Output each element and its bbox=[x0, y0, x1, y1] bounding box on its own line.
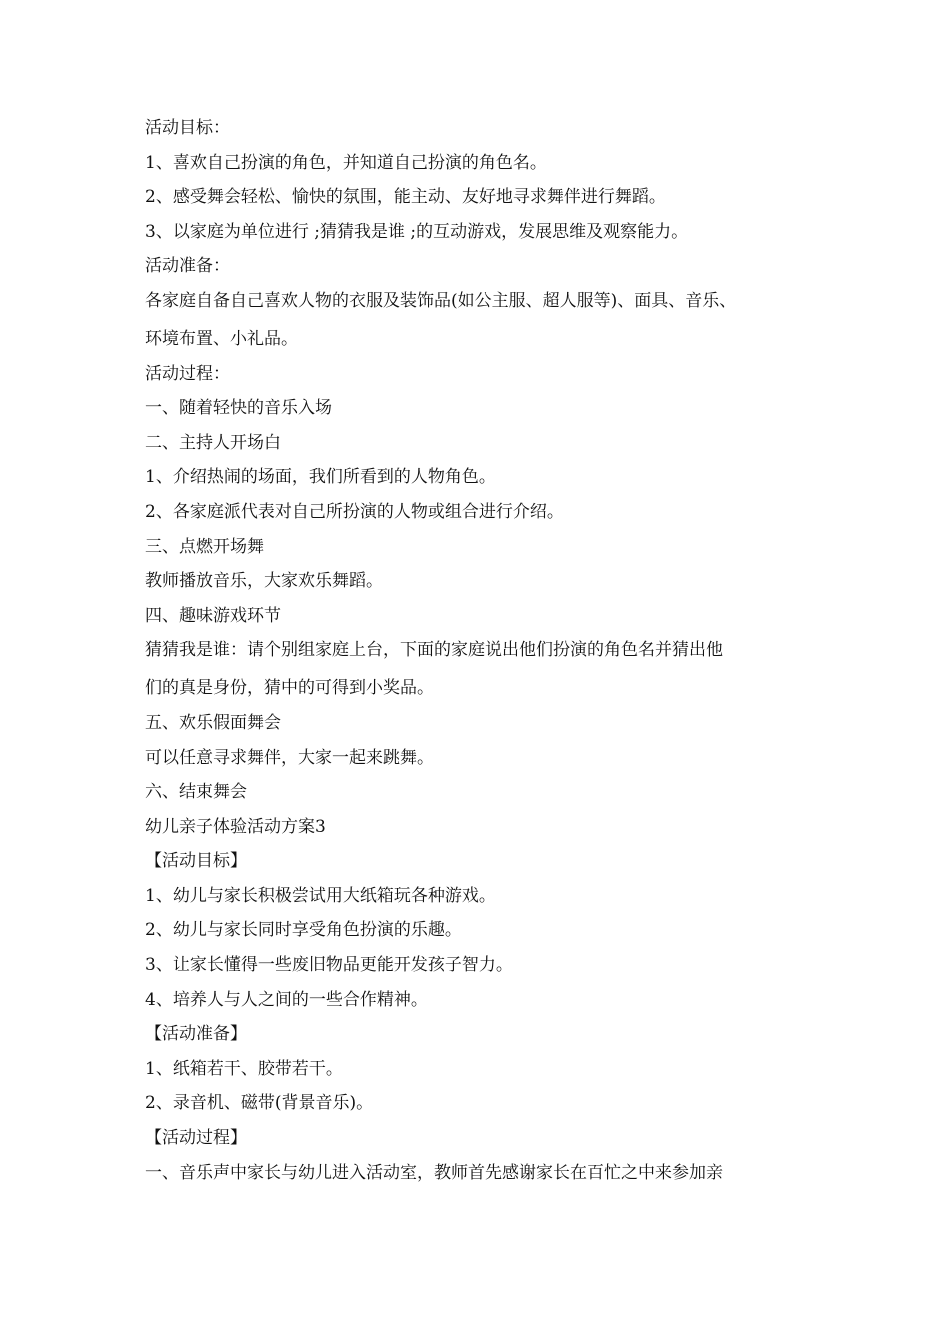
paragraph-line: 三、点燃开场舞 bbox=[145, 536, 264, 557]
paragraph-line: 可以任意寻求舞伴，大家一起来跳舞。 bbox=[145, 747, 434, 768]
document-title: 幼儿亲子体验活动方案3 bbox=[145, 816, 326, 837]
section-heading: 【活动准备】 bbox=[145, 1024, 247, 1045]
paragraph-line: 1、幼儿与家长积极尝试用大纸箱玩各种游戏。 bbox=[145, 885, 496, 906]
paragraph-line: 五、欢乐假面舞会 bbox=[145, 712, 281, 733]
paragraph-line: 六、结束舞会 bbox=[145, 782, 247, 803]
paragraph-line: 1、喜欢自己扮演的角色，并知道自己扮演的角色名。 bbox=[145, 152, 547, 173]
section-heading: 【活动过程】 bbox=[145, 1128, 247, 1149]
paragraph-line: 环境布置、小礼品。 bbox=[145, 328, 298, 349]
paragraph-line: 们的真是身份，猜中的可得到小奖品。 bbox=[145, 678, 434, 699]
paragraph-line: 2、幼儿与家长同时享受角色扮演的乐趣。 bbox=[145, 920, 462, 941]
paragraph-line: 各家庭自备自己喜欢人物的衣服及装饰品(如公主服、超人服等)、面具、音乐、 bbox=[145, 290, 737, 311]
section-heading: 活动准备： bbox=[145, 256, 230, 277]
section-heading: 活动目标： bbox=[145, 118, 230, 138]
paragraph-line: 教师播放音乐，大家欢乐舞蹈。 bbox=[145, 571, 383, 592]
section-heading: 活动过程： bbox=[145, 363, 230, 384]
paragraph-line: 3、让家长懂得一些废旧物品更能开发孩子智力。 bbox=[145, 955, 513, 976]
paragraph-line: 四、趣味游戏环节 bbox=[145, 605, 281, 626]
paragraph-line: 1、纸箱若干、胶带若干。 bbox=[145, 1058, 343, 1079]
paragraph-line: 3、以家庭为单位进行 ;猜猜我是谁 ;的互动游戏，发展思维及观察能力。 bbox=[145, 221, 689, 242]
paragraph-line: 2、感受舞会轻松、愉快的氛围，能主动、友好地寻求舞伴进行舞蹈。 bbox=[145, 187, 666, 208]
paragraph-line: 2、录音机、磁带(背景音乐)。 bbox=[145, 1093, 374, 1114]
paragraph-line: 2、各家庭派代表对自己所扮演的人物或组合进行介绍。 bbox=[145, 501, 564, 522]
paragraph-line: 一、随着轻快的音乐入场 bbox=[145, 398, 332, 419]
paragraph-line: 4、培养人与人之间的一些合作精神。 bbox=[145, 989, 428, 1010]
document-body bbox=[145, 118, 835, 1183]
paragraph-line: 猜猜我是谁：请个别组家庭上台，下面的家庭说出他们扮演的角色名并猜出他 bbox=[145, 640, 723, 661]
section-heading: 【活动目标】 bbox=[145, 851, 247, 872]
paragraph-line: 二、主持人开场白 bbox=[145, 432, 281, 453]
paragraph-line: 一、音乐声中家长与幼儿进入活动室，教师首先感谢家长在百忙之中来参加亲 bbox=[145, 1162, 723, 1183]
paragraph-line: 1、介绍热闹的场面，我们所看到的人物角色。 bbox=[145, 467, 496, 488]
